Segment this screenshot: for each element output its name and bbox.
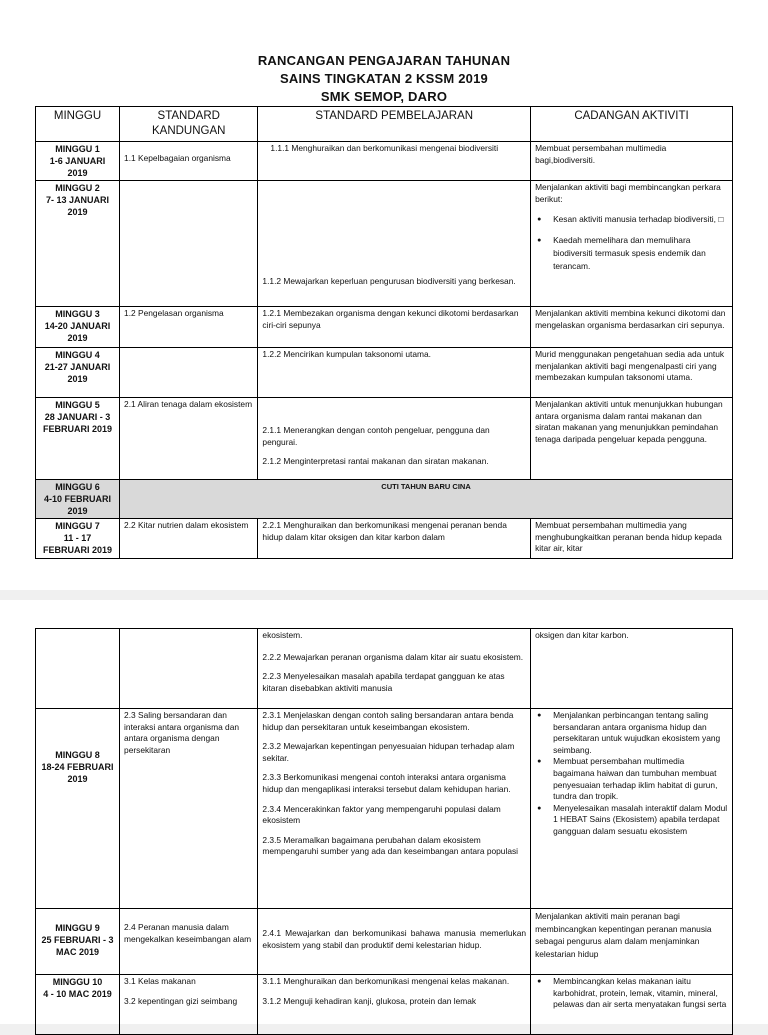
week-cell (36, 709, 120, 909)
week-cell (36, 519, 120, 559)
table-row (36, 629, 733, 709)
standard-kandungan-text: 2.1 Aliran tenaga dalam ekosistem (124, 399, 253, 409)
aktiviti-text: Membuat persembahan multimedia bagi,biodiversiti. (535, 143, 667, 165)
standard-pembelajaran-text: 2.3.1 Menjelaskan dengan contoh saling bersandaran antara benda hidup dan persekitaran untuk keseimbangan ekosistem. (262, 710, 514, 732)
week-date: 25 FEBRUARI - 3 MAC 2019 (41, 935, 114, 957)
table-header-row (36, 107, 733, 142)
week-date: 14-20 JANUARI 2019 (44, 321, 111, 343)
standard-pembelajaran-text: 2.1.2 Menginterpretasi rantai makanan dan siratan makanan. (262, 456, 489, 467)
standard-pembelajaran-text: 1.2.2 Mencirikan kumpulan taksonomi utama. (262, 349, 431, 359)
aktiviti-bullet: ● Kesan aktiviti manusia terhadap biodiversiti, □ (535, 213, 728, 226)
aktiviti-text: Menjalankan aktiviti untuk menunjukkan hubungan antara organisma dalam rantai makanan dan siratan makanan yang menunjukkan pemindahan tenaga daripada pengeluar kepada pengguna. (535, 399, 723, 444)
standard-kandungan-text: 2.2 Kitar nutrien dalam ekosistem (124, 520, 249, 530)
standard-kandungan-cell (120, 348, 258, 398)
week-label: MINGGU 6 (55, 482, 100, 492)
week-date: 4 - 10 MAC 2019 (43, 989, 112, 999)
aktiviti-cell (531, 398, 733, 480)
col-header-standard-pembelajaran: STANDARD PEMBELAJARAN (258, 107, 531, 142)
standard-pembelajaran-text: 1.1.2 Mewajarkan keperluan pengurusan biodiversiti yang berkesan. (262, 276, 516, 286)
standard-pembelajaran-cell (258, 519, 531, 559)
aktiviti-text: Murid menggunakan pengetahuan sedia ada untuk menjalankan aktiviti bagi mengenalpasti ciri yang membezakan kumpulan taksonomi utama. (535, 349, 725, 383)
table-row (36, 709, 733, 909)
aktiviti-cell (531, 519, 733, 559)
week-date: 18-24 FEBRUARI 2019 (41, 762, 114, 784)
document-header (0, 52, 768, 106)
standard-kandungan-text: 2.3 Saling bersandaran dan interaksi antara organisma dan antara organisma dengan persekitaran (124, 710, 240, 755)
standard-pembelajaran-text: ekosistem. (262, 630, 303, 640)
week-cell (36, 909, 120, 975)
week-label: MINGGU 3 (55, 309, 100, 319)
aktiviti-bullet: ● Kaedah memelihara dan memulihara biodiversiti termasuk spesis endemik dan terancam. (535, 234, 728, 273)
aktiviti-bullet: ● Menjalankan perbincangan tentang saling bersandaran antara organisma hidup dan persekitaran untuk wujudkan ekosistem yang seimbang. (535, 710, 728, 756)
aktiviti-bullet: ● Membuat persembahan multimedia bagaimana haiwan dan tumbuhan membuat penyesuaian terhadap iklim habitat di gurun, tundra dan tropik. (535, 756, 728, 802)
standard-kandungan-text: 3.2 kepentingan gizi seimbang (124, 995, 238, 1006)
week-cell (36, 480, 120, 519)
aktiviti-cell (531, 975, 733, 1035)
week-cell (36, 975, 120, 1035)
standard-pembelajaran-cell (258, 909, 531, 975)
week-date: 11 - 17 FEBRUARI 2019 (43, 533, 113, 555)
week-label: MINGGU 7 (55, 521, 100, 531)
week-cell (36, 629, 120, 709)
col-header-minggu: MINGGU (36, 107, 120, 142)
holiday-cell (120, 480, 733, 519)
standard-kandungan-text: 2.4 Peranan manusia dalam mengekalkan keseimbangan alam (124, 922, 252, 944)
document-subtitle: SAINS TINGKATAN 2 KSSM 2019 (280, 71, 488, 86)
standard-pembelajaran-text: 2.2.3 Menyelesaikan masalah apabila terdapat gangguan ke atas kitaran disebabkan aktiviti manusia (262, 671, 505, 693)
table-row (36, 348, 733, 398)
standard-kandungan-cell (120, 307, 258, 348)
standard-pembelajaran-text: 2.4.1 Mewajarkan dan berkomunikasi bahawa manusia memerlukan ekosistem yang stabil dan produktif demi kelestarian hidup. (262, 928, 527, 950)
standard-kandungan-text: 1.2 Pengelasan organisma (124, 308, 224, 318)
standard-pembelajaran-cell (258, 142, 531, 181)
standard-pembelajaran-cell (258, 307, 531, 348)
standard-pembelajaran-text: 2.2.2 Mewajarkan peranan organisma dalam kitar air suatu ekosistem. (262, 651, 524, 662)
standard-kandungan-cell (120, 909, 258, 975)
week-label: MINGGU 8 (55, 750, 100, 760)
standard-pembelajaran-text: 3.1.2 Menguji kehadiran kanji, glukosa, protein dan lemak (262, 995, 477, 1006)
standard-kandungan-cell (120, 629, 258, 709)
table-row (36, 307, 733, 348)
table-row (36, 142, 733, 181)
aktiviti-cell (531, 181, 733, 307)
aktiviti-cell (531, 142, 733, 181)
standard-kandungan-cell (120, 142, 258, 181)
week-date: 21-27 JANUARI 2019 (44, 362, 111, 384)
week-cell (36, 142, 120, 181)
week-cell (36, 348, 120, 398)
table-row (36, 909, 733, 975)
standard-pembelajaran-text: 2.3.5 Meramalkan bagaimana perubahan dalam ekosistem mempengaruhi sumber yang ada dan keseimbangan antara populasi (262, 834, 519, 857)
aktiviti-cell (531, 909, 733, 975)
aktiviti-text: Menjalankan aktiviti membina kekunci dikotomi dan mengelaskan organisma berdasarkan ciri sepunya. (535, 308, 726, 330)
standard-kandungan-text: 3.1 Kelas makanan (124, 976, 196, 986)
week-cell (36, 307, 120, 348)
page-2 (0, 600, 768, 1024)
standard-pembelajaran-cell (258, 181, 531, 307)
standard-pembelajaran-text: 2.2.1 Menghuraikan dan berkomunikasi mengenai peranan benda hidup dalam kitar oksigen dan kitar karbon dalam (262, 520, 507, 542)
standard-pembelajaran-text: 2.3.4 Mencerakinkan faktor yang mempengaruhi populasi dalam ekosistem (262, 803, 501, 826)
col-header-standard-kandungan: STANDARD KANDUNGAN (120, 107, 258, 142)
aktiviti-cell (531, 709, 733, 909)
standard-pembelajaran-text: 3.1.1 Menghuraikan dan berkomunikasi mengenai kelas makanan. (262, 976, 510, 986)
standard-pembelajaran-text: 1.1.1 Menghuraikan dan berkomunikasi mengenai biodiversiti (270, 143, 499, 153)
standard-pembelajaran-cell (258, 709, 531, 909)
week-date: 4-10 FEBRUARI 2019 (44, 494, 112, 516)
aktiviti-text: Menjalankan aktiviti main peranan bagi membincangkan kepentingan peranan manusia sebagai pengurus alam dalam menjaminkan kelestarian hidup (535, 911, 712, 959)
week-cell (36, 398, 120, 480)
week-label: MINGGU 2 (55, 183, 100, 193)
aktiviti-bullet: ● Menyelesaikan masalah interaktif dalam Modul 1 HEBAT Sains (Ekosistem) apabila terdapat gangguan dalam sesuatu ekosistem (535, 803, 728, 838)
aktiviti-cell (531, 348, 733, 398)
plan-table-page-1 (35, 106, 733, 559)
standard-pembelajaran-text: 1.2.1 Membezakan organisma dengan kekunci dikotomi berdasarkan ciri-ciri sepunya (262, 308, 519, 330)
aktiviti-cell (531, 307, 733, 348)
standard-kandungan-text: 1.1 Kepelbagaian organisma (124, 153, 231, 163)
standard-pembelajaran-text: 2.3.2 Mewajarkan kepentingan penyesuaian hidupan terhadap alam sekitar. (262, 741, 515, 763)
aktiviti-text: Membuat persembahan multimedia yang menghubungkaitkan peranan benda hidup kepada kitar air, kitar (535, 520, 722, 554)
standard-pembelajaran-cell (258, 398, 531, 480)
table-row (36, 398, 733, 480)
standard-pembelajaran-text: 2.1.1 Menerangkan dengan contoh pengeluar, pengguna dan pengurai. (262, 425, 490, 447)
week-cell (36, 181, 120, 307)
aktiviti-text: oksigen dan kitar karbon. (535, 630, 629, 640)
holiday-label: CUTI TAHUN BARU CINA (381, 482, 471, 491)
table-row (36, 181, 733, 307)
standard-pembelajaran-text: 2.3.3 Berkomunikasi mengenai contoh interaksi antara organisma hidup dan mengaplikasi interaksi tersebut dalam kehidupan harian. (262, 772, 511, 794)
standard-pembelajaran-cell (258, 975, 531, 1035)
table-row (36, 975, 733, 1035)
standard-kandungan-cell (120, 519, 258, 559)
standard-pembelajaran-cell (258, 348, 531, 398)
week-label: MINGGU 4 (55, 350, 100, 360)
document-title: RANCANGAN PENGAJARAN TAHUNAN (257, 53, 511, 68)
plan-table-page-2 (35, 628, 733, 1035)
week-label: MINGGU 5 (55, 400, 100, 410)
table-row (36, 480, 733, 519)
week-label: MINGGU 9 (55, 923, 100, 933)
week-date: 7- 13 JANUARI 2019 (46, 195, 110, 217)
week-date: 28 JANUARI - 3 FEBRUARI 2019 (43, 412, 113, 434)
aktiviti-bullet: ● Membincangkan kelas makanan iaitu karbohidrat, protein, lemak, vitamin, mineral, pelawas dan air serta menyatakan fungsi serta (535, 976, 728, 1011)
standard-kandungan-cell (120, 709, 258, 909)
week-label: MINGGU 10 (52, 977, 103, 987)
standard-pembelajaran-cell (258, 629, 531, 709)
col-header-cadangan-aktiviti: CADANGAN AKTIVITI (531, 107, 733, 142)
week-label: MINGGU 1 (55, 144, 100, 154)
school-name: SMK SEMOP, DARO (320, 89, 448, 104)
standard-kandungan-cell (120, 181, 258, 307)
standard-kandungan-cell (120, 975, 258, 1035)
aktiviti-cell (531, 629, 733, 709)
standard-kandungan-cell (120, 398, 258, 480)
week-date: 1-6 JANUARI 2019 (49, 156, 106, 178)
aktiviti-text: Menjalankan aktiviti bagi membincangkan perkara berikut: (535, 182, 721, 204)
table-row (36, 519, 733, 559)
